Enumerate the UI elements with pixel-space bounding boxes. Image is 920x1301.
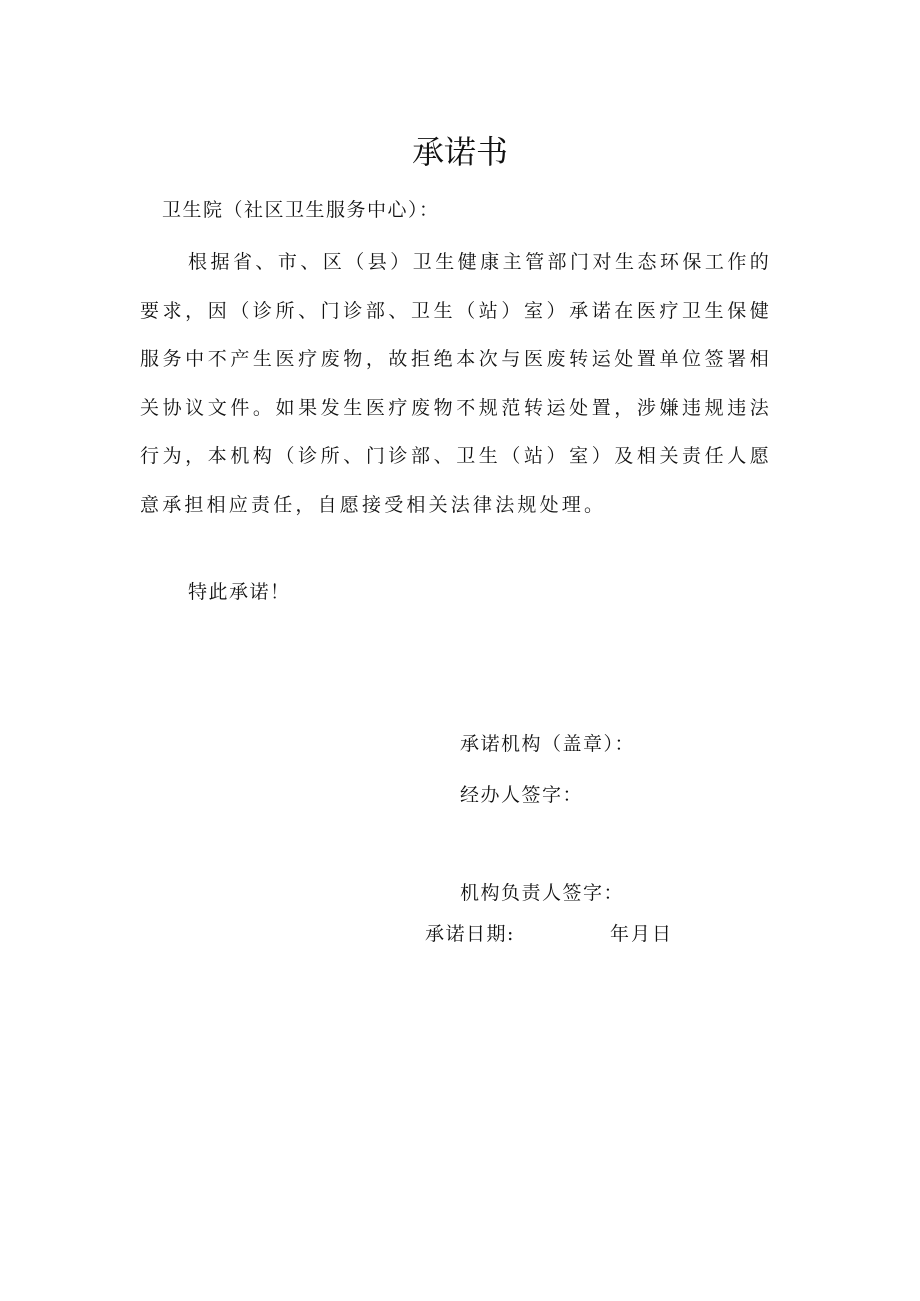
head-signature-label: 机构负责人签字：	[460, 882, 625, 904]
date-label: 承诺日期:	[425, 923, 515, 945]
document-title: 承诺书	[411, 133, 508, 171]
org-seal-label: 承诺机构（盖章）：	[460, 733, 636, 755]
salutation: 卫生院（社区卫生服务中心）：	[162, 199, 440, 221]
body-paragraph: 根据省、市、区（县）卫生健康主管部门对生态环保工作的要求，因（诊所、门诊部、卫生（站）室）承诺在医疗卫生保健服务中不产生医疗废物，故拒绝本次与医废转运处置单位签署相关协议文件。如果发生医疗废物不规范转运处置，涉嫌违规违法行为，本机构（诊所、门诊部、卫生（站）室）及相关责任人愿意承担相应责任，自愿接受相关法律法规处理。	[140, 251, 772, 516]
date-suffix: 年月日	[610, 923, 674, 945]
handler-signature-label: 经办人签字：	[460, 784, 584, 806]
closing-line: 特此承诺！	[188, 581, 291, 603]
